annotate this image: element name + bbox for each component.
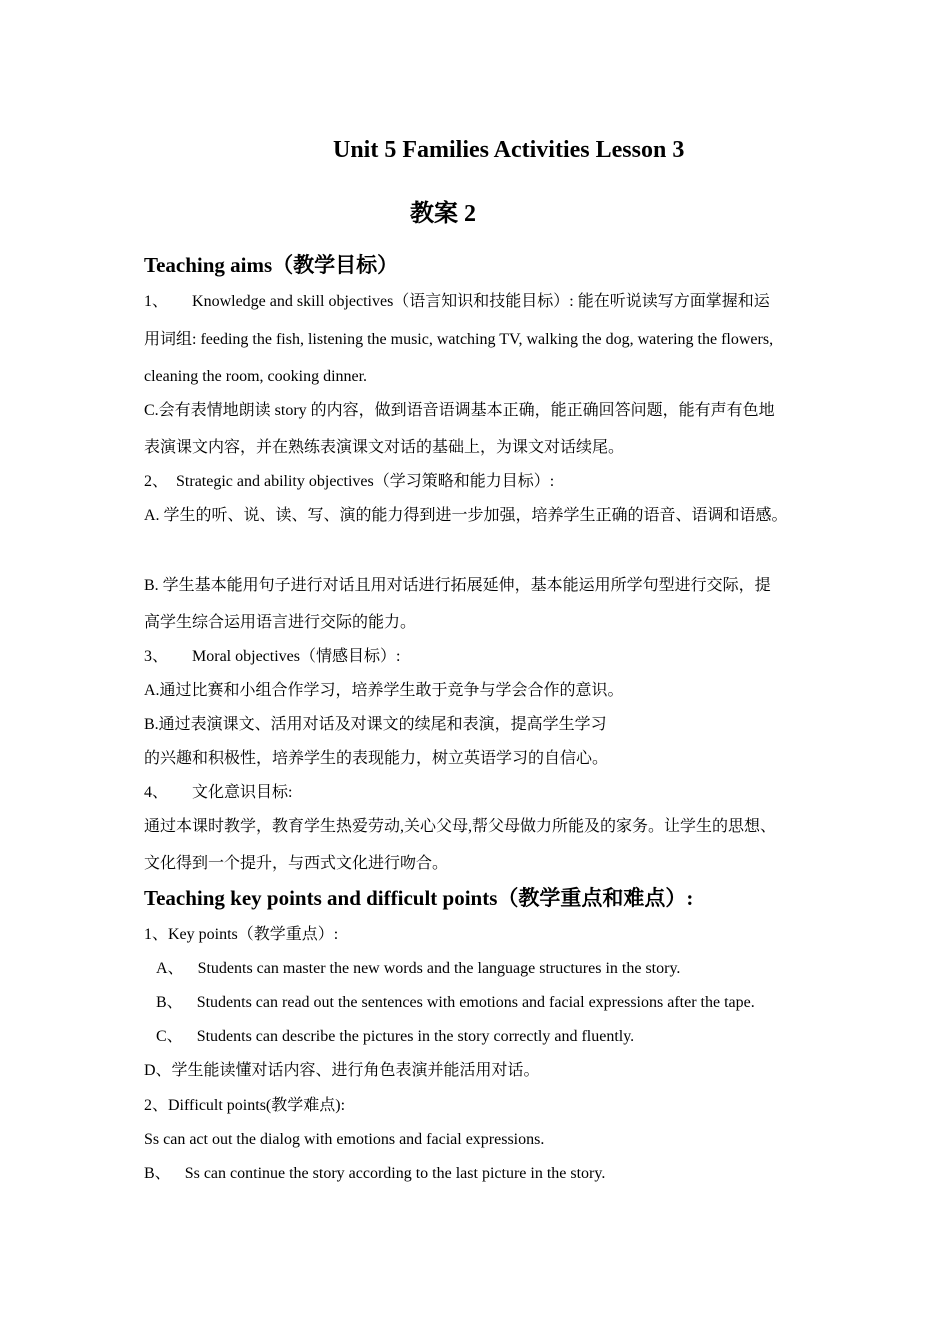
difficult-points-label: 2、Difficult points(教学难点): xyxy=(144,1097,346,1114)
aims-item-4 xyxy=(144,783,292,803)
key-point-item-c xyxy=(156,1027,634,1047)
section-heading-key-points: Teaching key points and difficult points（教学重点和难点）: xyxy=(144,886,694,910)
aims-item-2-b-line-2: 高学生综合运用语言进行交际的能力。 xyxy=(144,614,417,631)
key-point-text: Students can describe the pictures in the story correctly and fluently. xyxy=(196,1028,635,1045)
difficult-point-b-text: Ss can continue the story according to the last picture in the story. xyxy=(184,1165,606,1182)
aims-item-1 xyxy=(144,292,770,312)
document-title: Unit 5 Families Activities Lesson 3 xyxy=(333,137,685,163)
key-point-item-a xyxy=(156,959,680,979)
list-number: 2、 xyxy=(144,473,169,490)
aims-item-1-line-3: cleaning the room, cooking dinner. xyxy=(144,368,368,385)
key-points-label: 1、Key points（教学重点）: xyxy=(144,926,339,943)
aims-item-3-b-line-1: B.通过表演课文、活用对话及对课文的续尾和表演，提高学生学习 xyxy=(144,716,607,733)
difficult-point-a: Ss can act out the dialog with emotions and facial expressions. xyxy=(144,1131,545,1148)
aims-item-4-label: 文化意识目标: xyxy=(192,784,293,801)
aims-item-1-c-line-2: 表演课文内容，并在熟练表演课文对话的基础上，为课文对话续尾。 xyxy=(144,439,625,456)
key-point-item-b xyxy=(156,993,755,1013)
list-number: 4、 xyxy=(144,784,169,801)
aims-item-3-label: Moral objectives（情感目标）: xyxy=(192,648,401,665)
aims-item-1-line-1: Knowledge and skill objectives（语言知识和技能目标）: 能在听说读写方面掌握和运 xyxy=(192,293,770,310)
aims-item-2-b-line-1: B. 学生基本能用句子进行对话且用对话进行拓展延伸，基本能运用所学句型进行交际，提 xyxy=(144,577,771,594)
key-point-text: Students can read out the sentences with emotions and facial expressions after the tape. xyxy=(196,994,755,1011)
section-heading-teaching-aims: Teaching aims（教学目标） xyxy=(144,253,399,277)
document-subtitle: 教案 2 xyxy=(410,201,476,227)
aims-item-2-label: Strategic and ability objectives（学习策略和能力目标）: xyxy=(176,473,555,490)
aims-item-4-line-1: 通过本课时教学，教育学生热爱劳动,关心父母,帮父母做力所能及的家务。让学生的思想、 xyxy=(144,818,777,835)
list-marker: B、 xyxy=(156,994,183,1011)
key-point-text: Students can master the new words and the language structures in the story. xyxy=(197,960,681,977)
list-marker: A、 xyxy=(156,960,184,977)
aims-item-1-line-2: 用词组: feeding the fish, listening the music, watching TV, walking the dog, watering the flowers, xyxy=(144,331,774,348)
list-marker: C、 xyxy=(156,1028,183,1045)
aims-item-3-b-line-2: 的兴趣和积极性，培养学生的表现能力，树立英语学习的自信心。 xyxy=(144,750,609,767)
key-point-item-d: D、学生能读懂对话内容、进行角色表演并能活用对话。 xyxy=(144,1062,540,1079)
aims-item-2 xyxy=(144,472,554,492)
aims-item-3-a-line: A.通过比赛和小组合作学习，培养学生敢于竞争与学会合作的意识。 xyxy=(144,682,624,699)
aims-item-3 xyxy=(144,647,400,667)
list-number: 1、 xyxy=(144,293,169,310)
aims-item-1-c-line-1: C.会有表情地朗读 story 的内容，做到语音语调基本正确，能正确回答问题，能有声有色地 xyxy=(144,402,775,419)
aims-item-4-line-2: 文化得到一个提升，与西式文化进行吻合。 xyxy=(144,855,449,872)
aims-item-2-a-line: A. 学生的听、说、读、写、演的能力得到进一步加强，培养学生正确的语音、语调和语感。 xyxy=(144,507,788,524)
difficult-point-b xyxy=(144,1164,605,1184)
list-number: 3、 xyxy=(144,648,169,665)
list-marker: B、 xyxy=(144,1165,171,1182)
